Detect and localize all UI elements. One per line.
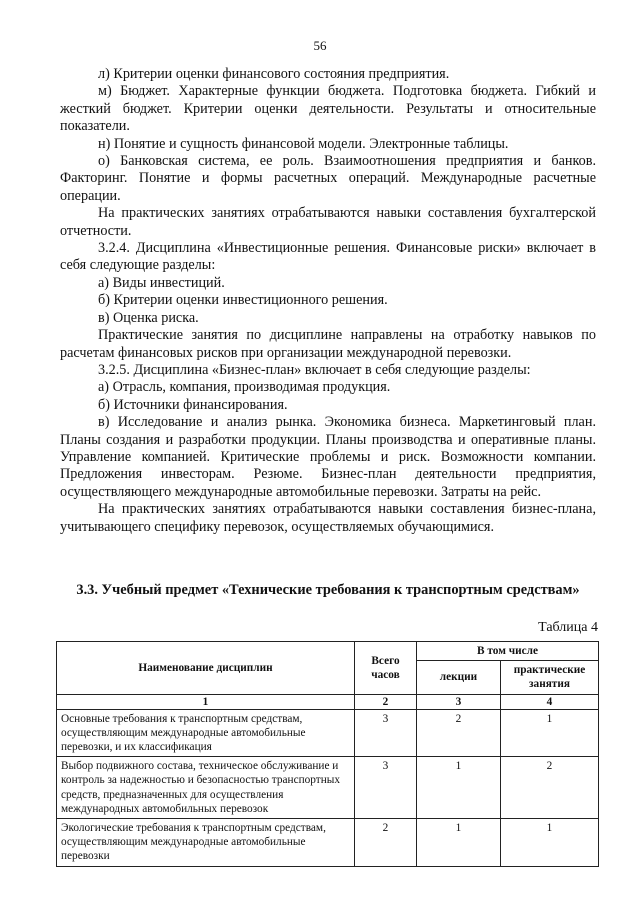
body-text [60, 66, 596, 536]
column-number: 3 [417, 694, 501, 709]
paragraph: На практических занятиях отрабатываются навыки составления бизнес-плана, учитывающего специфику перевозок, осуществляемых обучающимися. [60, 501, 596, 535]
paragraph: 3.2.5. Дисциплина «Бизнес-план» включает в себя следующие разделы: [98, 361, 531, 378]
paragraph: а) Отрасль, компания, производимая продукция. [98, 379, 391, 396]
paragraph: На практических занятиях отрабатываются навыки составления бухгалтерской отчетности. [60, 205, 596, 239]
header-total: Всего часов [355, 642, 417, 695]
disciplines-table [56, 641, 599, 867]
header-practical: практические занятия [501, 661, 599, 694]
column-number: 4 [501, 694, 599, 709]
header-including: В том числе [417, 642, 599, 661]
column-number: 2 [355, 694, 417, 709]
paragraph: б) Критерии оценки инвестиционного решения. [98, 292, 388, 309]
paragraph: м) Бюджет. Характерные функции бюджета. Подготовка бюджета. Гибкий и жесткий бюджет. Критерии оценки деятельности. Результаты и относительные показатели. [60, 83, 596, 135]
paragraph: Практические занятия по дисциплине направлены на отработку навыков по расчетам финансовых рисков при организации международной перевозки. [60, 327, 596, 361]
header-lectures: лекции [417, 661, 501, 694]
cell-lectures: 1 [417, 757, 501, 819]
paragraph: в) Исследование и анализ рынка. Экономика бизнеса. Маркетинговый план. Планы создания и разработки продукции. Планы производства и оперативные планы. Управление компанией. Критические проблемы и риск. Возможности компании. Предложения инвесторам. Резюме. Бизнес-план деятельности предприятия, осуществляющего международные автомобильные перевозки. Затраты на рейс. [60, 414, 596, 500]
cell-practical: 1 [501, 709, 599, 757]
page-number: 56 [313, 38, 327, 53]
cell-lectures: 2 [417, 709, 501, 757]
paragraph: а) Виды инвестиций. [98, 274, 225, 291]
table-caption: Таблица 4 [538, 620, 598, 635]
paragraph: в) Оценка риска. [98, 309, 199, 326]
cell-total: 3 [355, 709, 417, 757]
paragraph: л) Критерии оценки финансового состояния предприятия. [98, 66, 450, 82]
table-row [57, 709, 599, 757]
column-number: 1 [57, 694, 355, 709]
paragraph: 3.2.4. Дисциплина «Инвестиционные решения. Финансовые риски» включает в себя следующие разделы: [60, 240, 596, 274]
table-row [57, 819, 599, 867]
cell-name: Выбор подвижного состава, техническое обслуживание и контроль за надежностью и безопасностью транспортных средств, предназначенных для осуществления международных автомобильных перевозок [57, 757, 355, 819]
table-row [57, 757, 599, 819]
cell-practical: 2 [501, 757, 599, 819]
cell-lectures: 1 [417, 819, 501, 867]
cell-total: 2 [355, 819, 417, 867]
cell-name: Основные требования к транспортным средствам, осуществляющим международные автомобильные перевозки, и их классификация [57, 709, 355, 757]
cell-name: Экологические требования к транспортным средствам, осуществляющим международные автомобильные перевозки [57, 819, 355, 867]
header-name: Наименование дисциплин [57, 642, 355, 695]
paragraph: н) Понятие и сущность финансовой модели. Электронные таблицы. [98, 135, 509, 152]
paragraph: б) Источники финансирования. [98, 396, 288, 413]
section-heading: 3.3. Учебный предмет «Технические требования к транспортным средствам» [76, 582, 580, 598]
paragraph: о) Банковская система, ее роль. Взаимоотношения предприятия и банков. Факторинг. Понятие и формы расчетных операций. Международные расчетные операции. [60, 153, 596, 204]
cell-total: 3 [355, 757, 417, 819]
cell-practical: 1 [501, 819, 599, 867]
